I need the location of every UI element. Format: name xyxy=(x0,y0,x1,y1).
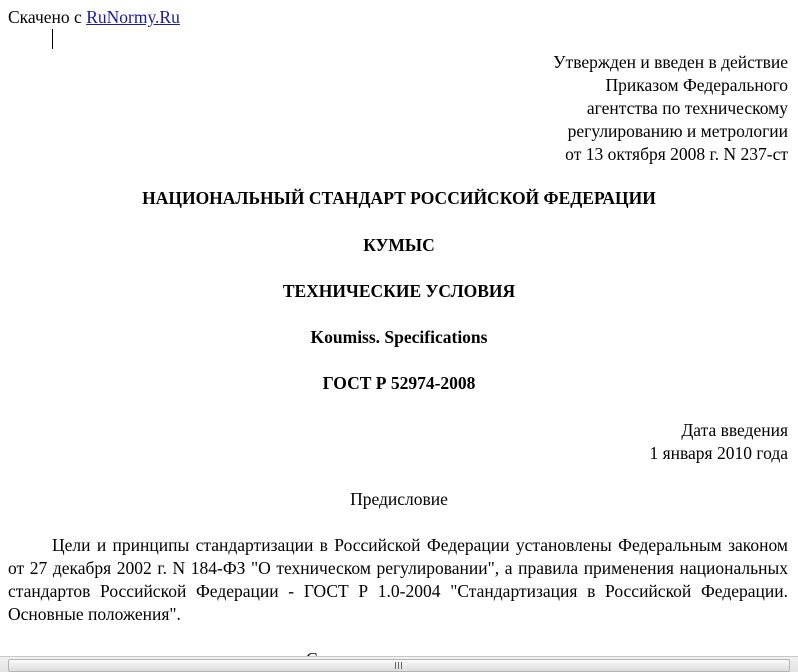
product-heading: КУМЫС xyxy=(363,235,435,255)
runormy-link[interactable]: RuNormy.Ru xyxy=(86,7,180,27)
approval-line: регулированию и метрологии xyxy=(567,121,788,141)
approval-block xyxy=(553,51,788,166)
subtitle-heading: ТЕХНИЧЕСКИЕ УСЛОВИЯ xyxy=(282,281,516,301)
grip-icon xyxy=(395,662,404,669)
approval-line: агентства по техническому xyxy=(586,98,788,118)
source-line xyxy=(8,6,180,29)
standard-code-heading: ГОСТ Р 52974-2008 xyxy=(322,373,476,393)
downloaded-from-label: Скачено с xyxy=(8,7,82,27)
introduction-date-label: Дата введения xyxy=(681,420,788,440)
horizontal-scrollbar[interactable] xyxy=(0,656,798,672)
approval-line: от 13 октября 2008 г. N 237-ст xyxy=(565,144,788,164)
scrollbar-thumb[interactable] xyxy=(8,659,790,672)
introduction-date-value: 1 января 2010 года xyxy=(649,443,788,463)
english-title-heading: Koumiss. Specifications xyxy=(310,327,488,347)
foreword-heading: Предисловие xyxy=(350,489,448,509)
foreword-paragraph: Цели и принципы стандартизации в Российской Федерации установлены Федеральным законом от 27 декабря 2002 г. N 184-ФЗ "О техническом регулировании", а правила применения национальных стандартов Российской Федерации - ГОСТ Р 1.0-2004 "Стандартизация в Российской Федерации. Основные положения". xyxy=(8,535,788,624)
text-cursor xyxy=(52,29,53,49)
introduction-date-block xyxy=(649,419,788,465)
standard-type-heading: НАЦИОНАЛЬНЫЙ СТАНДАРТ РОССИЙСКОЙ ФЕДЕРАЦИИ xyxy=(142,188,656,208)
approval-line: Приказом Федерального xyxy=(605,75,788,95)
approval-line: Утвержден и введен в действие xyxy=(553,52,788,72)
